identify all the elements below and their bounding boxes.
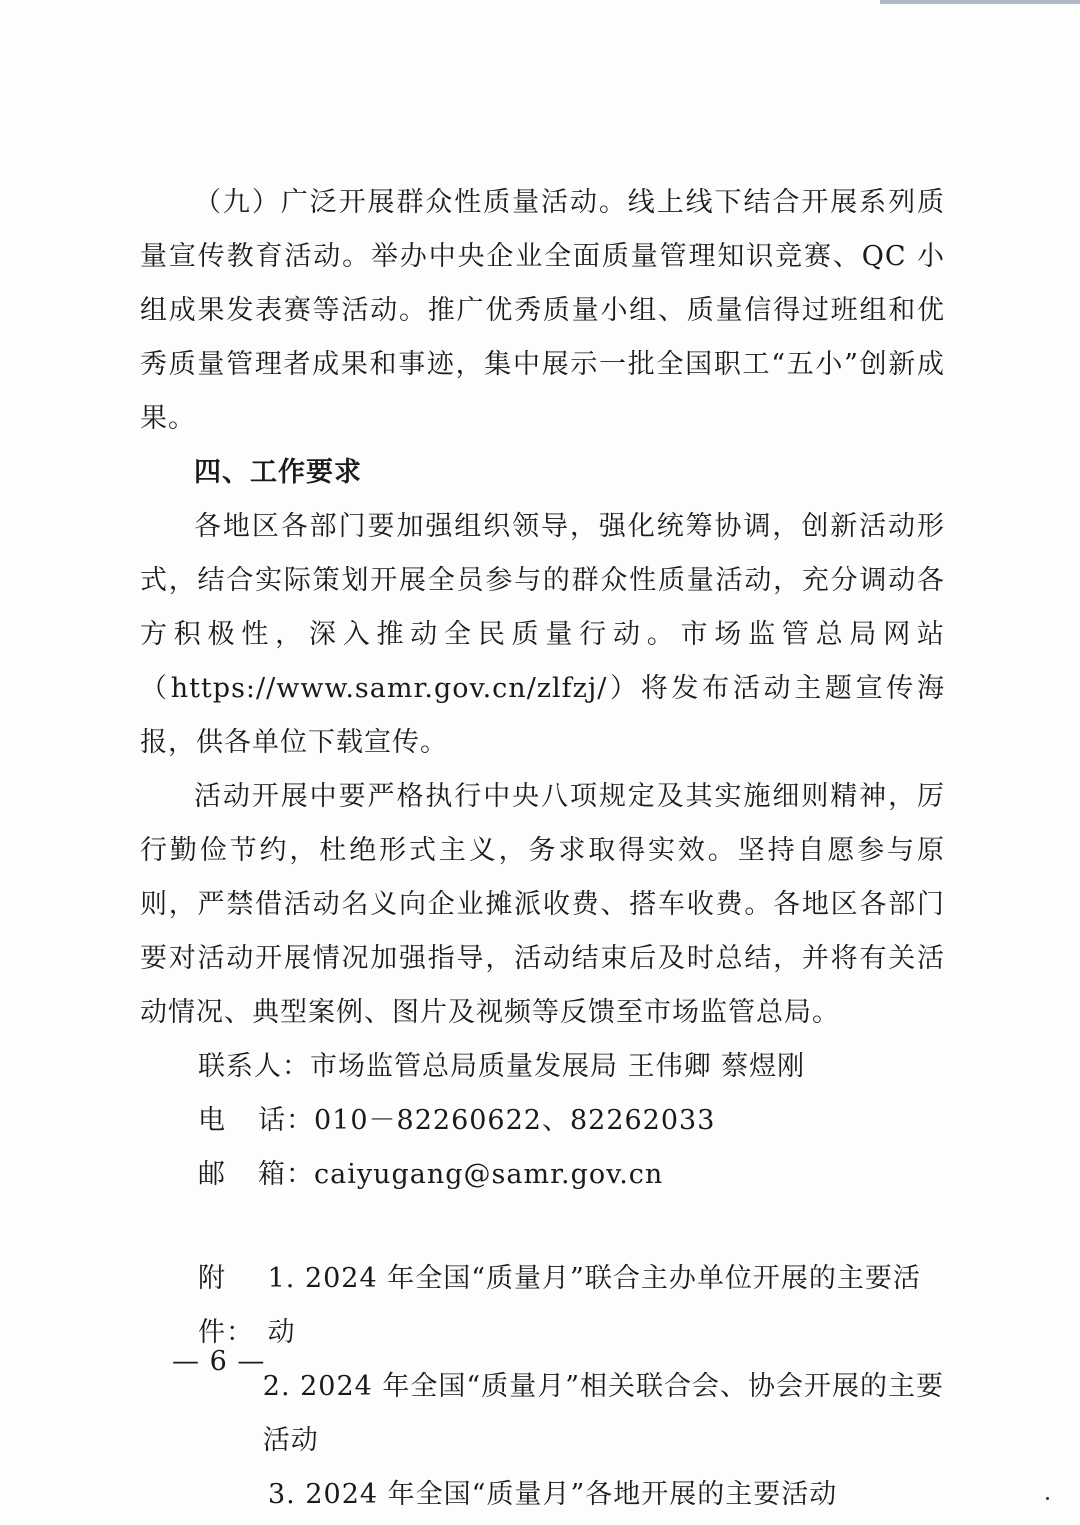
contact-person-row: [198, 1040, 945, 1094]
contact-person-label: 联系人：: [198, 1051, 310, 1082]
attachment-item: [140, 1252, 945, 1360]
scan-speck: [1046, 1497, 1049, 1500]
page-number: — 6 —: [172, 1346, 266, 1377]
attachment-item-text: 1. 2024 年全国“质量月”联合主办单位开展的主要活动: [267, 1263, 921, 1348]
attachment-item-text: 3. 2024 年全国“质量月”各地开展的主要活动: [268, 1479, 838, 1510]
email-label-char-1: 邮: [198, 1159, 226, 1190]
contact-phone-label: [198, 1094, 286, 1148]
email-label-char-2: 箱: [258, 1159, 286, 1190]
section-9-paragraph: （九）广泛开展群众性质量活动。线上线下结合开展系列质量宣传教育活动。举办中央企业全面质量管理知识竞赛、QC 小组成果发表赛等活动。推广优秀质量小组、质量信得过班组和优秀质量管理者成果和事迹，集中展示一批全国职工“五小”创新成果。: [140, 187, 945, 434]
attachment-item-text: 2. 2024 年全国“质量月”相关联合会、协会开展的主要活动: [262, 1371, 945, 1456]
contact-email-row: [198, 1148, 945, 1202]
scan-edge-mark: [880, 0, 1080, 4]
contact-phone-value: ：010－82260622、82262033: [286, 1105, 716, 1136]
contact-email-value: ：caiyugang@samr.gov.cn: [286, 1159, 664, 1190]
phone-label-char-2: 话: [258, 1105, 286, 1136]
requirements-paragraph-2: 活动开展中要严格执行中央八项规定及其实施细则精神，厉行勤俭节约，杜绝形式主义，务求取得实效。坚持自愿参与原则，严禁借活动名义向企业摊派收费、搭车收费。各地区各部门要对活动开展情况加强指导，活动结束后及时总结，并将有关活动情况、典型案例、图片及视频等反馈至市场监管总局。: [140, 781, 945, 1028]
contact-email-label: [198, 1148, 286, 1202]
contact-person-value: 市场监管总局质量发展局 王伟卿 蔡煜刚: [310, 1051, 806, 1082]
document-body: [140, 176, 945, 1522]
phone-label-char-1: 电: [198, 1105, 226, 1136]
contact-block: [140, 1040, 945, 1202]
attachments-label: 附件：: [198, 1263, 254, 1348]
requirements-paragraph-1: 各地区各部门要加强组织领导，强化统筹协调，创新活动形式，结合实际策划开展全员参与的群众性质量活动，充分调动各方积极性，深入推动全民质量行动。市场监管总局网站（https://www.samr.gov.cn/zlfzj/）将发布活动主题宣传海报，供各单位下载宣传。: [140, 511, 945, 758]
attachments-spacer: [140, 1202, 945, 1252]
contact-phone-row: [198, 1094, 945, 1148]
attachments-list: [140, 1252, 945, 1522]
attachment-item: [140, 1468, 945, 1522]
section-4-heading: 四、工作要求: [194, 457, 362, 488]
